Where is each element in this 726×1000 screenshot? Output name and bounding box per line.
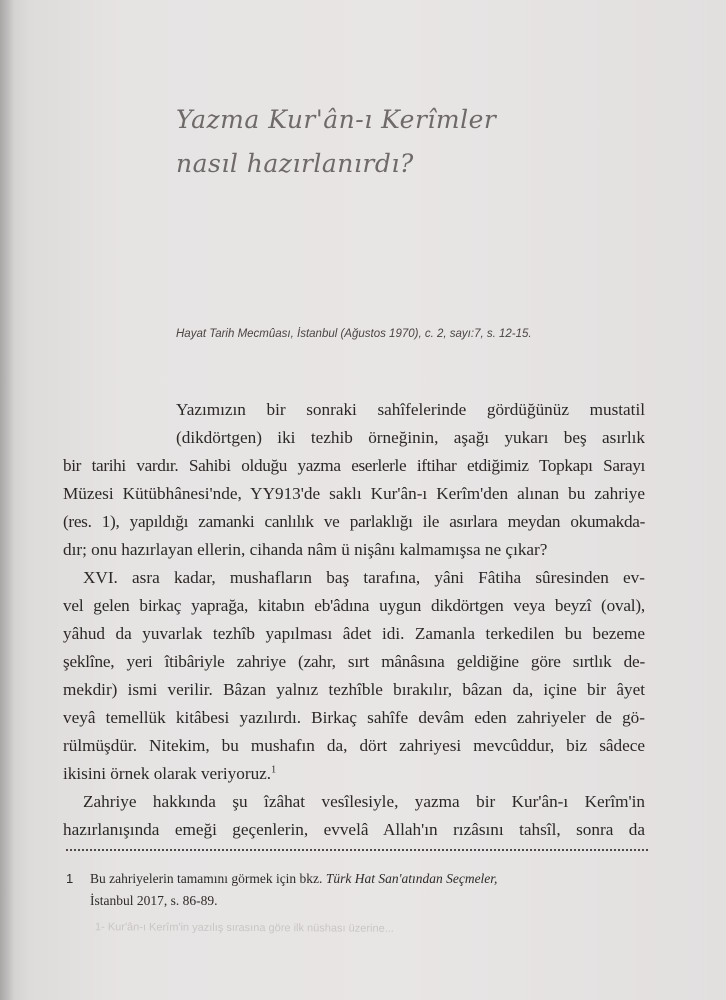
body-line: Yazımızın bir sonraki sahîfelerinde gördüğünüz mustatil (176, 400, 645, 419)
footnote-separator (66, 849, 648, 851)
body-line: hazırlanışında emeği geçenlerin, evvelâ Allah'ın rızâsını tahsîl, sonra da (63, 820, 645, 839)
footnote (66, 868, 626, 912)
body-line-text: ikisini örnek olarak veriyoruz. (63, 764, 272, 783)
footnote-number: 1 (66, 871, 74, 886)
body-line: rülmüşdür. Nitekim, bu mushafın da, dört zahriyesi mevcûddur, biz sâdece (63, 736, 645, 755)
body-line: Zahriye hakkında şu îzâhat vesîlesiyle, yazma bir Kur'ân-ı Kerîm'in (83, 792, 645, 811)
body-line: şeklîne, yeri îtibâriyle zahriye (zahr, sırt mânâsına geldiğine göre sırtlık de- (63, 652, 645, 671)
body-line: dır; onu hazırlayan ellerin, cihanda nâm ü nişânı kalmamışsa ne çıkar? (63, 540, 548, 559)
body-line: vel gelen birkaç yaprağa, kitabın eb'âdına uygun dikdörtgen veya beyzî (oval), (63, 596, 645, 615)
footnote-line-2: İstanbul 2017, s. 86-89. (90, 893, 218, 908)
source-citation: Hayat Tarih Mecmûası, İstanbul (Ağustos 1970), c. 2, sayı:7, s. 12-15. (176, 328, 532, 340)
body-line: yâhud da yuvarlak tezhîb yapılması âdet idi. Zamanla terkedilen bu bezeme (63, 624, 645, 643)
body-line: (res. 1), yapıldığı zamanki canlılık ve parlaklığı ile asırlara meydan okumakda- (63, 512, 645, 531)
chapter-title (176, 98, 596, 186)
gutter-shadow (0, 0, 14, 1000)
body-line: bir tarihi vardır. Sahibi olduğu yazma eserlerle iftihar etdiğimiz Topkapı Sarayı (63, 456, 645, 475)
bleed-through-text: 1- Kur'ân-ı Kerîm'in yazılış sırasına göre ilk nüshası üzerine... (94, 921, 394, 935)
body-line-with-note (63, 760, 645, 788)
body-text (63, 396, 645, 844)
body-line: (dikdörtgen) iki tezhib örneğinin, aşağı yukarı beş asırlık (176, 428, 645, 447)
body-line: XVI. asra kadar, mushafların baş tarafına, yâni Fâtiha sûresinden ev- (83, 568, 645, 587)
footnote-text: Bu zahriyelerin tamamını görmek için bkz. (90, 871, 326, 886)
footnote-line-1 (90, 868, 626, 890)
body-line: mekdir) ismi verilir. Bâzan yalnız tezhîble bırakılır, bâzan da, içine bir âyet (63, 680, 645, 699)
chapter-title-line-2: nasıl hazırlanırdı? (176, 149, 414, 178)
footnote-book-title: Türk Hat San'atından Seçmeler, (325, 871, 498, 886)
footnote-reference: 1 (271, 764, 277, 776)
body-line: veyâ temellük kitâbesi yazılırdı. Birkaç sahîfe devâm eden zahriyeler de gö- (63, 708, 645, 727)
body-line: Müzesi Kütübhânesi'nde, YY913'de saklı Kur'ân-ı Kerîm'den alınan bu zahriye (63, 484, 645, 503)
chapter-title-line-1: Yazma Kur'ân-ı Kerîmler (176, 105, 497, 134)
